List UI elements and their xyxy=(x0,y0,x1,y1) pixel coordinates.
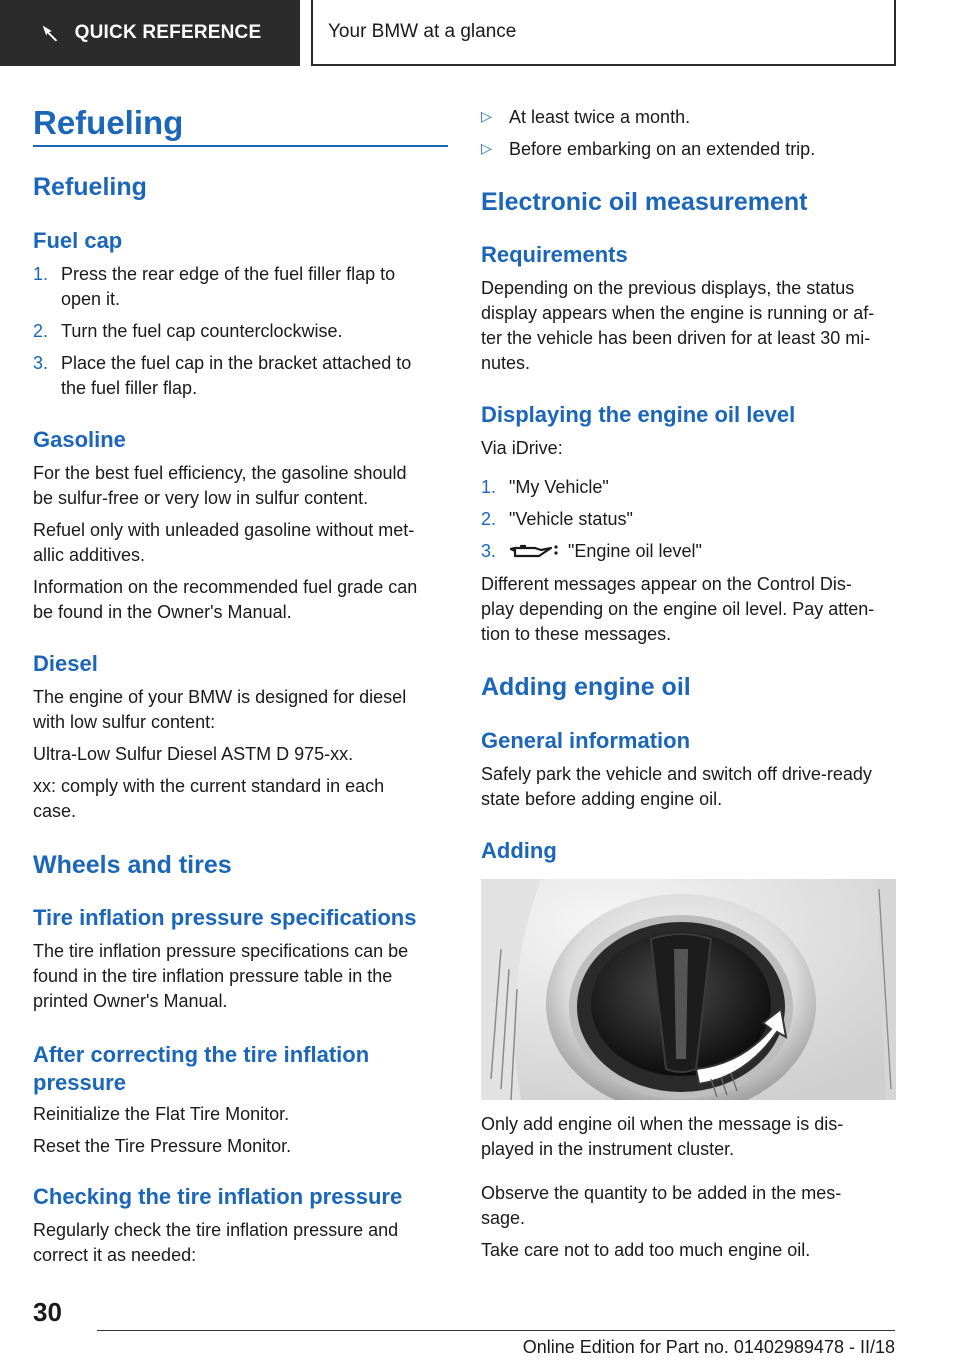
bullet-text: Before embarking on an extended trip. xyxy=(509,139,816,159)
heading-tire-spec: Tire inflation pressure specifications xyxy=(33,905,417,930)
text-line: case. xyxy=(33,801,77,821)
gasoline-text-1 xyxy=(33,461,448,511)
text-line: allic additives. xyxy=(33,545,146,565)
oil-can-icon xyxy=(509,540,561,562)
step-number: 3. xyxy=(33,353,49,373)
text-line: Only add engine oil when the message is dis‐ xyxy=(481,1114,844,1134)
step-number: 1. xyxy=(481,477,497,497)
text-line: nutes. xyxy=(481,353,531,373)
step-number: 1. xyxy=(33,264,49,284)
text-line: ter the vehicle has been driven for at least 30 mi‐ xyxy=(481,328,871,348)
text-line: Different messages appear on the Control Dis‐ xyxy=(481,574,852,594)
heading-line: pressure xyxy=(33,1070,126,1095)
after-text-1: Reinitialize the Flat Tire Monitor. xyxy=(33,1104,290,1124)
step-text: Press the rear edge of the fuel filler flap to xyxy=(61,264,396,284)
page-number: 30 xyxy=(33,1297,62,1327)
diesel-text-2: Ultra-Low Sulfur Diesel ASTM D 975-xx. xyxy=(33,744,354,764)
text-line: found in the tire inflation pressure table in the xyxy=(33,966,393,986)
heading-displaying-oil: Displaying the engine oil level xyxy=(481,402,796,427)
heading-requirements: Requirements xyxy=(481,242,628,267)
checking-text xyxy=(33,1218,448,1268)
text-line: state before adding engine oil. xyxy=(481,789,723,809)
page-title: Refueling xyxy=(33,104,184,141)
menu-vehicle-status[interactable]: "Vehicle status" xyxy=(509,509,633,529)
bullet-triangle-icon: ▷ xyxy=(481,140,492,156)
bullet-triangle-icon: ▷ xyxy=(481,108,492,124)
step-text: open it. xyxy=(61,289,121,309)
gasoline-text-2 xyxy=(33,518,448,568)
section-heading-refueling: Refueling xyxy=(33,173,147,201)
section-heading-electronic-oil: Electronic oil measurement xyxy=(481,188,808,216)
text-line: Regularly check the tire inflation pressure and xyxy=(33,1220,399,1240)
text-line: with low sulfur content: xyxy=(33,712,216,732)
quick-reference-icon xyxy=(39,22,61,44)
text-line: sage. xyxy=(481,1208,526,1228)
text-line: Refuel only with unleaded gasoline without met‐ xyxy=(33,520,415,540)
step-number: 2. xyxy=(33,321,49,341)
title-rule xyxy=(33,145,448,147)
heading-gasoline: Gasoline xyxy=(33,427,126,452)
bullet-text: At least twice a month. xyxy=(509,107,691,127)
diesel-text-1 xyxy=(33,685,448,735)
after-text-2: Reset the Tire Pressure Monitor. xyxy=(33,1136,292,1156)
after-image-text xyxy=(481,1112,896,1162)
step-number: 3. xyxy=(481,541,497,561)
heading-general-info: General information xyxy=(481,728,691,753)
heading-fuel-cap: Fuel cap xyxy=(33,228,123,253)
section-tab[interactable] xyxy=(0,0,300,66)
via-idrive-text: Via iDrive: xyxy=(481,438,563,458)
section-heading-adding-oil: Adding engine oil xyxy=(481,673,691,701)
menu-engine-oil-level[interactable]: "Engine oil level" xyxy=(568,541,702,561)
messages-text xyxy=(481,572,896,647)
chapter-title: Your BMW at a glance xyxy=(328,21,517,42)
step-text: Turn the fuel cap counterclockwise. xyxy=(61,321,343,341)
quantity-text xyxy=(481,1181,896,1231)
section-title: QUICK REFERENCE xyxy=(74,22,262,43)
text-line: play depending on the engine oil level. Pay atten‐ xyxy=(481,599,875,619)
requirements-text xyxy=(481,276,896,376)
text-line: For the best fuel efficiency, the gasoline should xyxy=(33,463,407,483)
heading-line: After correcting the tire inflation xyxy=(33,1042,370,1067)
menu-my-vehicle[interactable]: "My Vehicle" xyxy=(509,477,609,497)
heading-after-correcting xyxy=(33,1041,369,1097)
section-heading-wheels: Wheels and tires xyxy=(33,851,232,879)
step-text: Place the fuel cap in the bracket attached to xyxy=(61,353,412,373)
text-line: printed Owner's Manual. xyxy=(33,991,228,1011)
gasoline-text-3 xyxy=(33,575,448,625)
text-line: played in the instrument cluster. xyxy=(481,1139,735,1159)
heading-adding: Adding xyxy=(481,838,557,863)
text-line: xx: comply with the current standard in each xyxy=(33,776,385,796)
diesel-text-3 xyxy=(33,774,448,824)
heading-checking: Checking the tire inflation pressure xyxy=(33,1184,403,1209)
oil-filler-cap-illustration xyxy=(481,879,896,1100)
text-line: tion to these messages. xyxy=(481,624,672,644)
general-info-text xyxy=(481,762,896,812)
text-line: Information on the recommended fuel grade can xyxy=(33,577,418,597)
step-text: the fuel filler flap. xyxy=(61,378,198,398)
text-line: be sulfur-free or very low in sulfur content. xyxy=(33,488,369,508)
care-text: Take care not to add too much engine oil. xyxy=(481,1240,811,1260)
text-line: The tire inflation pressure specifications can be xyxy=(33,941,409,961)
tire-spec-text xyxy=(33,939,448,1014)
step-number: 2. xyxy=(481,509,497,529)
text-line: Observe the quantity to be added in the mes‐ xyxy=(481,1183,842,1203)
text-line: display appears when the engine is running or af‐ xyxy=(481,303,875,323)
text-line: Safely park the vehicle and switch off drive-ready xyxy=(481,764,872,784)
text-line: correct it as needed: xyxy=(33,1245,197,1265)
footer-rule xyxy=(97,1330,895,1331)
heading-diesel: Diesel xyxy=(33,651,98,676)
text-line: The engine of your BMW is designed for diesel xyxy=(33,687,407,707)
edition-info: Online Edition for Part no. 01402989478 - II/18 xyxy=(522,1337,895,1357)
chapter-header xyxy=(311,0,896,66)
text-line: be found in the Owner's Manual. xyxy=(33,602,292,622)
text-line: Depending on the previous displays, the status xyxy=(481,278,855,298)
